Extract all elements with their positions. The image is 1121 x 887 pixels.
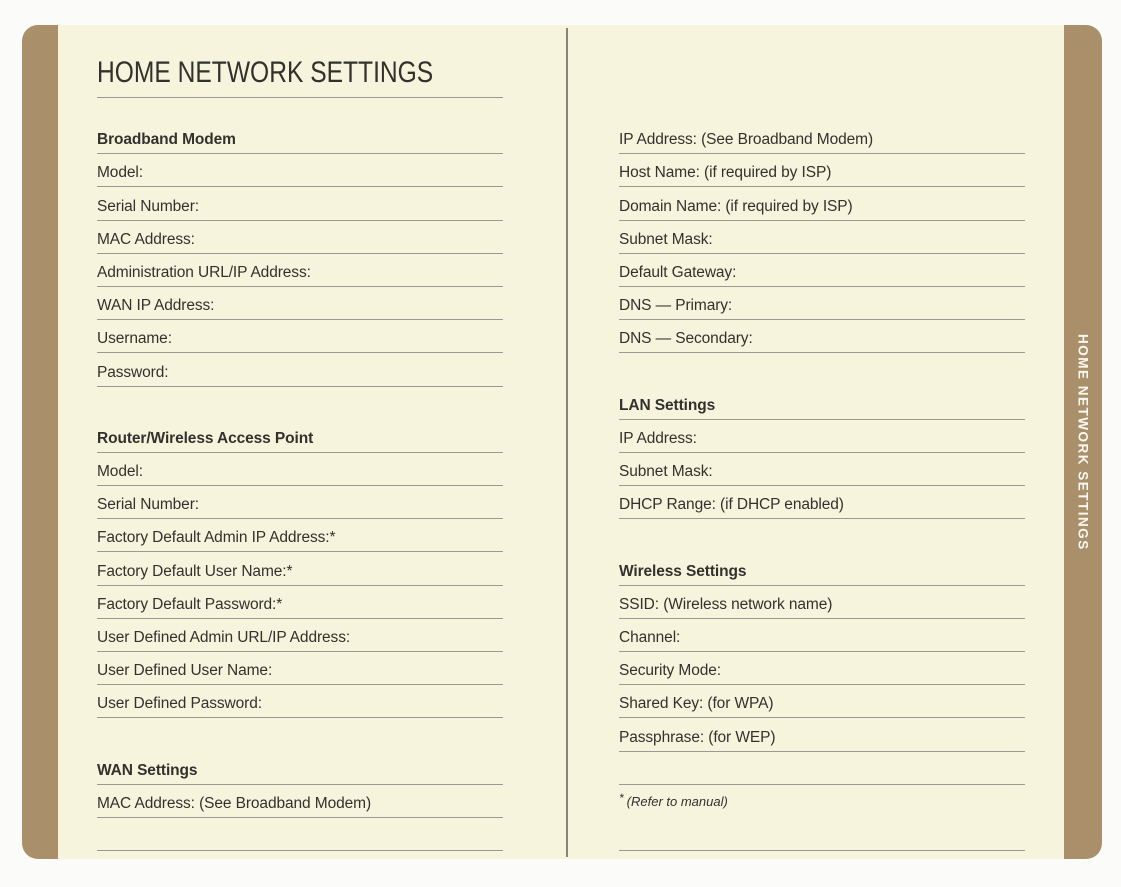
field-row xyxy=(619,619,1025,652)
field-label: IP Address: (See Broadband Modem) xyxy=(619,131,874,149)
section-heading-label: LAN Settings xyxy=(619,396,716,414)
field-row xyxy=(619,187,1025,220)
section-heading-label: Broadband Modem xyxy=(97,131,236,149)
field-row xyxy=(97,254,503,287)
field-row xyxy=(619,486,1025,519)
field-label: MAC Address: (See Broadband Modem) xyxy=(97,794,372,812)
field-row xyxy=(97,619,503,652)
field-label: Subnet Mask: xyxy=(619,230,713,248)
column-divider xyxy=(566,28,568,857)
field-row xyxy=(97,154,503,187)
section-heading-label: Router/Wireless Access Point xyxy=(97,429,314,447)
field-label: Serial Number: xyxy=(97,496,199,514)
field-label: User Defined User Name: xyxy=(97,662,273,680)
blank-field-row xyxy=(619,818,1025,851)
field-row xyxy=(97,685,503,718)
section-gap xyxy=(97,718,503,751)
field-row xyxy=(97,519,503,552)
footnote-text: (Refer to manual) xyxy=(626,793,728,809)
field-label: Host Name: (if required by ISP) xyxy=(619,164,832,182)
field-label: DHCP Range: (if DHCP enabled) xyxy=(619,496,844,514)
footnote-asterisk: * xyxy=(619,790,624,805)
field-row xyxy=(97,586,503,619)
field-label: Shared Key: (for WPA) xyxy=(619,695,774,713)
section-heading-label: WAN Settings xyxy=(97,761,198,779)
field-label: Passphrase: (for WEP) xyxy=(619,728,776,746)
field-label: Model: xyxy=(97,463,143,481)
field-row xyxy=(97,221,503,254)
section-heading xyxy=(97,121,503,154)
field-row xyxy=(97,552,503,585)
field-row xyxy=(619,685,1025,718)
field-row xyxy=(619,718,1025,751)
field-label: DNS — Secondary: xyxy=(619,330,753,348)
right-column xyxy=(619,121,1025,851)
field-row xyxy=(619,420,1025,453)
field-row xyxy=(97,287,503,320)
left-column xyxy=(97,121,503,851)
footnote xyxy=(619,785,1025,818)
field-row xyxy=(619,652,1025,685)
field-row xyxy=(619,221,1025,254)
field-row xyxy=(97,187,503,220)
title-block xyxy=(97,56,503,98)
field-row xyxy=(97,785,503,818)
field-row xyxy=(619,254,1025,287)
section-gap xyxy=(619,353,1025,386)
section-heading xyxy=(619,387,1025,420)
field-row xyxy=(619,586,1025,619)
field-label: Domain Name: (if required by ISP) xyxy=(619,197,853,215)
field-label: Factory Default Admin IP Address:* xyxy=(97,529,336,547)
section-heading xyxy=(97,752,503,785)
field-label: IP Address: xyxy=(619,429,697,447)
side-tab xyxy=(1064,25,1102,859)
field-label: User Defined Password: xyxy=(97,695,262,713)
field-label: Factory Default User Name:* xyxy=(97,562,293,580)
field-label: Serial Number: xyxy=(97,197,199,215)
section-heading-label: Wireless Settings xyxy=(619,562,747,580)
side-tab-label: HOME NETWORK SETTINGS xyxy=(1075,333,1091,551)
section-gap xyxy=(619,519,1025,552)
field-label: Channel: xyxy=(619,629,681,646)
field-row xyxy=(619,320,1025,353)
blank-field-row xyxy=(619,752,1025,785)
section-heading xyxy=(97,420,503,453)
field-row xyxy=(97,320,503,353)
field-row xyxy=(97,486,503,519)
page-title: HOME NETWORK SETTINGS xyxy=(97,56,434,89)
field-label: User Defined Admin URL/IP Address: xyxy=(97,629,351,646)
field-label: SSID: (Wireless network name) xyxy=(619,595,833,613)
field-row xyxy=(619,154,1025,187)
field-label: MAC Address: xyxy=(97,230,195,248)
field-label: Default Gateway: xyxy=(619,263,737,281)
field-row xyxy=(97,453,503,486)
settings-page xyxy=(22,25,1102,859)
field-label: Factory Default Password:* xyxy=(97,595,283,613)
field-row xyxy=(97,353,503,386)
field-label: Username: xyxy=(97,330,172,348)
field-row xyxy=(619,121,1025,154)
field-label: Security Mode: xyxy=(619,662,721,680)
field-label: Subnet Mask: xyxy=(619,463,713,481)
blank-field-row xyxy=(97,818,503,851)
book-spine xyxy=(22,25,58,859)
field-label: DNS — Primary: xyxy=(619,297,733,315)
field-row xyxy=(619,287,1025,320)
field-row xyxy=(619,453,1025,486)
field-label: Model: xyxy=(97,164,143,182)
field-label: WAN IP Address: xyxy=(97,297,215,315)
field-label: Password: xyxy=(97,363,169,381)
field-row xyxy=(97,652,503,685)
section-heading xyxy=(619,552,1025,585)
section-gap xyxy=(97,387,503,420)
field-label: Administration URL/IP Address: xyxy=(97,263,311,281)
